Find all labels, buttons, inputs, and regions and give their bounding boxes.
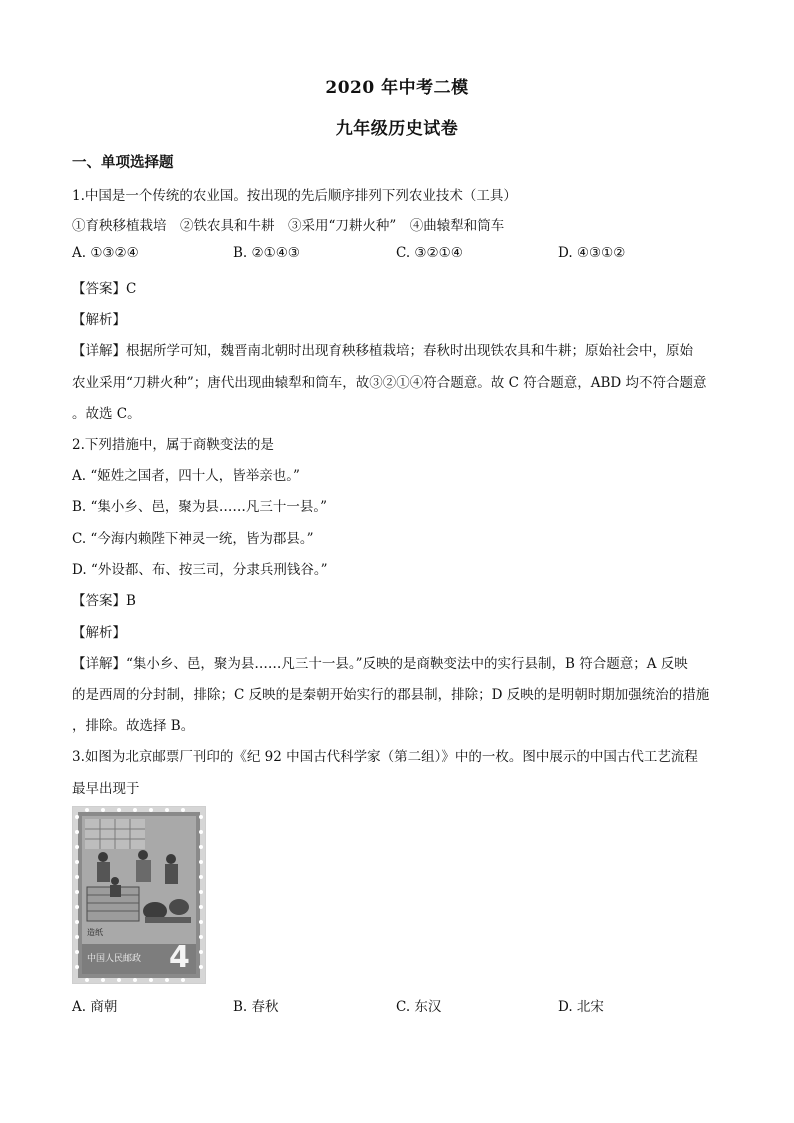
stamp-caption: 造纸 <box>87 928 103 937</box>
q3-stem-line: 最早出现于 <box>72 781 140 797</box>
q3-stem-line: 3.如图为北京邮票厂刊印的《纪 92 中国古代科学家（第二组）》中的一枚。图中展示的中国古代工艺流程 <box>72 749 698 765</box>
q2-detail-line: 的是西周的分封制，排除；C 反映的是秦朝开始实行的郡县制，排除；D 反映的是明朝时期加强统治的措施 <box>72 687 710 703</box>
postage-stamp-image <box>72 806 206 984</box>
stamp-country-text: 中国人民邮政 <box>87 954 142 964</box>
section-title: 一、单项选择题 <box>72 154 174 171</box>
stamp-illustration <box>73 807 205 983</box>
q1-option-a: A. ①③②④ <box>72 245 139 261</box>
q2-detail-line: 【详解】“集小乡、邑，聚为县……凡三十一县。”反映的是商鞅变法中的实行县制，B 符合题意；A 反映 <box>72 656 688 672</box>
q2-answer: 【答案】B <box>72 593 136 609</box>
page-title: 2020 年中考二模 <box>325 78 469 98</box>
q2-detail-line: ，排除。故选择 B。 <box>72 718 195 734</box>
q2-option-a: A. “姬姓之国者，四十人，皆举亲也。” <box>72 468 300 484</box>
q1-items: ①育秧移植栽培 ②铁农具和牛耕 ③采用“刀耕火种” ④曲辕犁和筒车 <box>72 218 505 234</box>
stamp-denomination: 4 <box>169 940 190 975</box>
q1-answer: 【答案】C <box>72 281 137 297</box>
page-subtitle: 九年级历史试卷 <box>335 119 459 139</box>
q2-option-b: B. “集小乡、邑，聚为县……凡三十一县。” <box>72 499 328 515</box>
q2-analysis-label: 【解析】 <box>72 625 126 641</box>
q2-option-d: D. “外设都、布、按三司，分隶兵刑钱谷。” <box>72 562 328 578</box>
q2-stem: 2.下列措施中，属于商鞅变法的是 <box>72 437 274 453</box>
q1-option-b: B. ②①④③ <box>233 245 300 261</box>
q3-option-a: A. 商朝 <box>72 999 118 1015</box>
q3-option-b: B. 春秋 <box>233 999 279 1015</box>
q1-detail-line: 。故选 C。 <box>72 406 141 422</box>
q2-option-c: C. “今海内赖陛下神灵一统，皆为郡县。” <box>72 531 314 547</box>
q1-option-c: C. ③②①④ <box>396 245 463 261</box>
q1-detail-line: 【详解】根据所学可知，魏晋南北朝时出现育秧移植栽培；春秋时出现铁农具和牛耕；原始社会中，原始 <box>72 343 693 359</box>
q1-stem: 1.中国是一个传统的农业国。按出现的先后顺序排列下列农业技术（工具） <box>72 188 517 204</box>
q1-option-d: D. ④③①② <box>558 245 626 261</box>
q1-analysis-label: 【解析】 <box>72 312 126 328</box>
q3-option-c: C. 东汉 <box>396 999 442 1015</box>
q3-option-d: D. 北宋 <box>558 999 604 1015</box>
q1-detail-line: 农业采用“刀耕火种”；唐代出现曲辕犁和筒车，故③②①④符合题意。故 C 符合题意，ABD 均不符合题意 <box>72 375 707 391</box>
